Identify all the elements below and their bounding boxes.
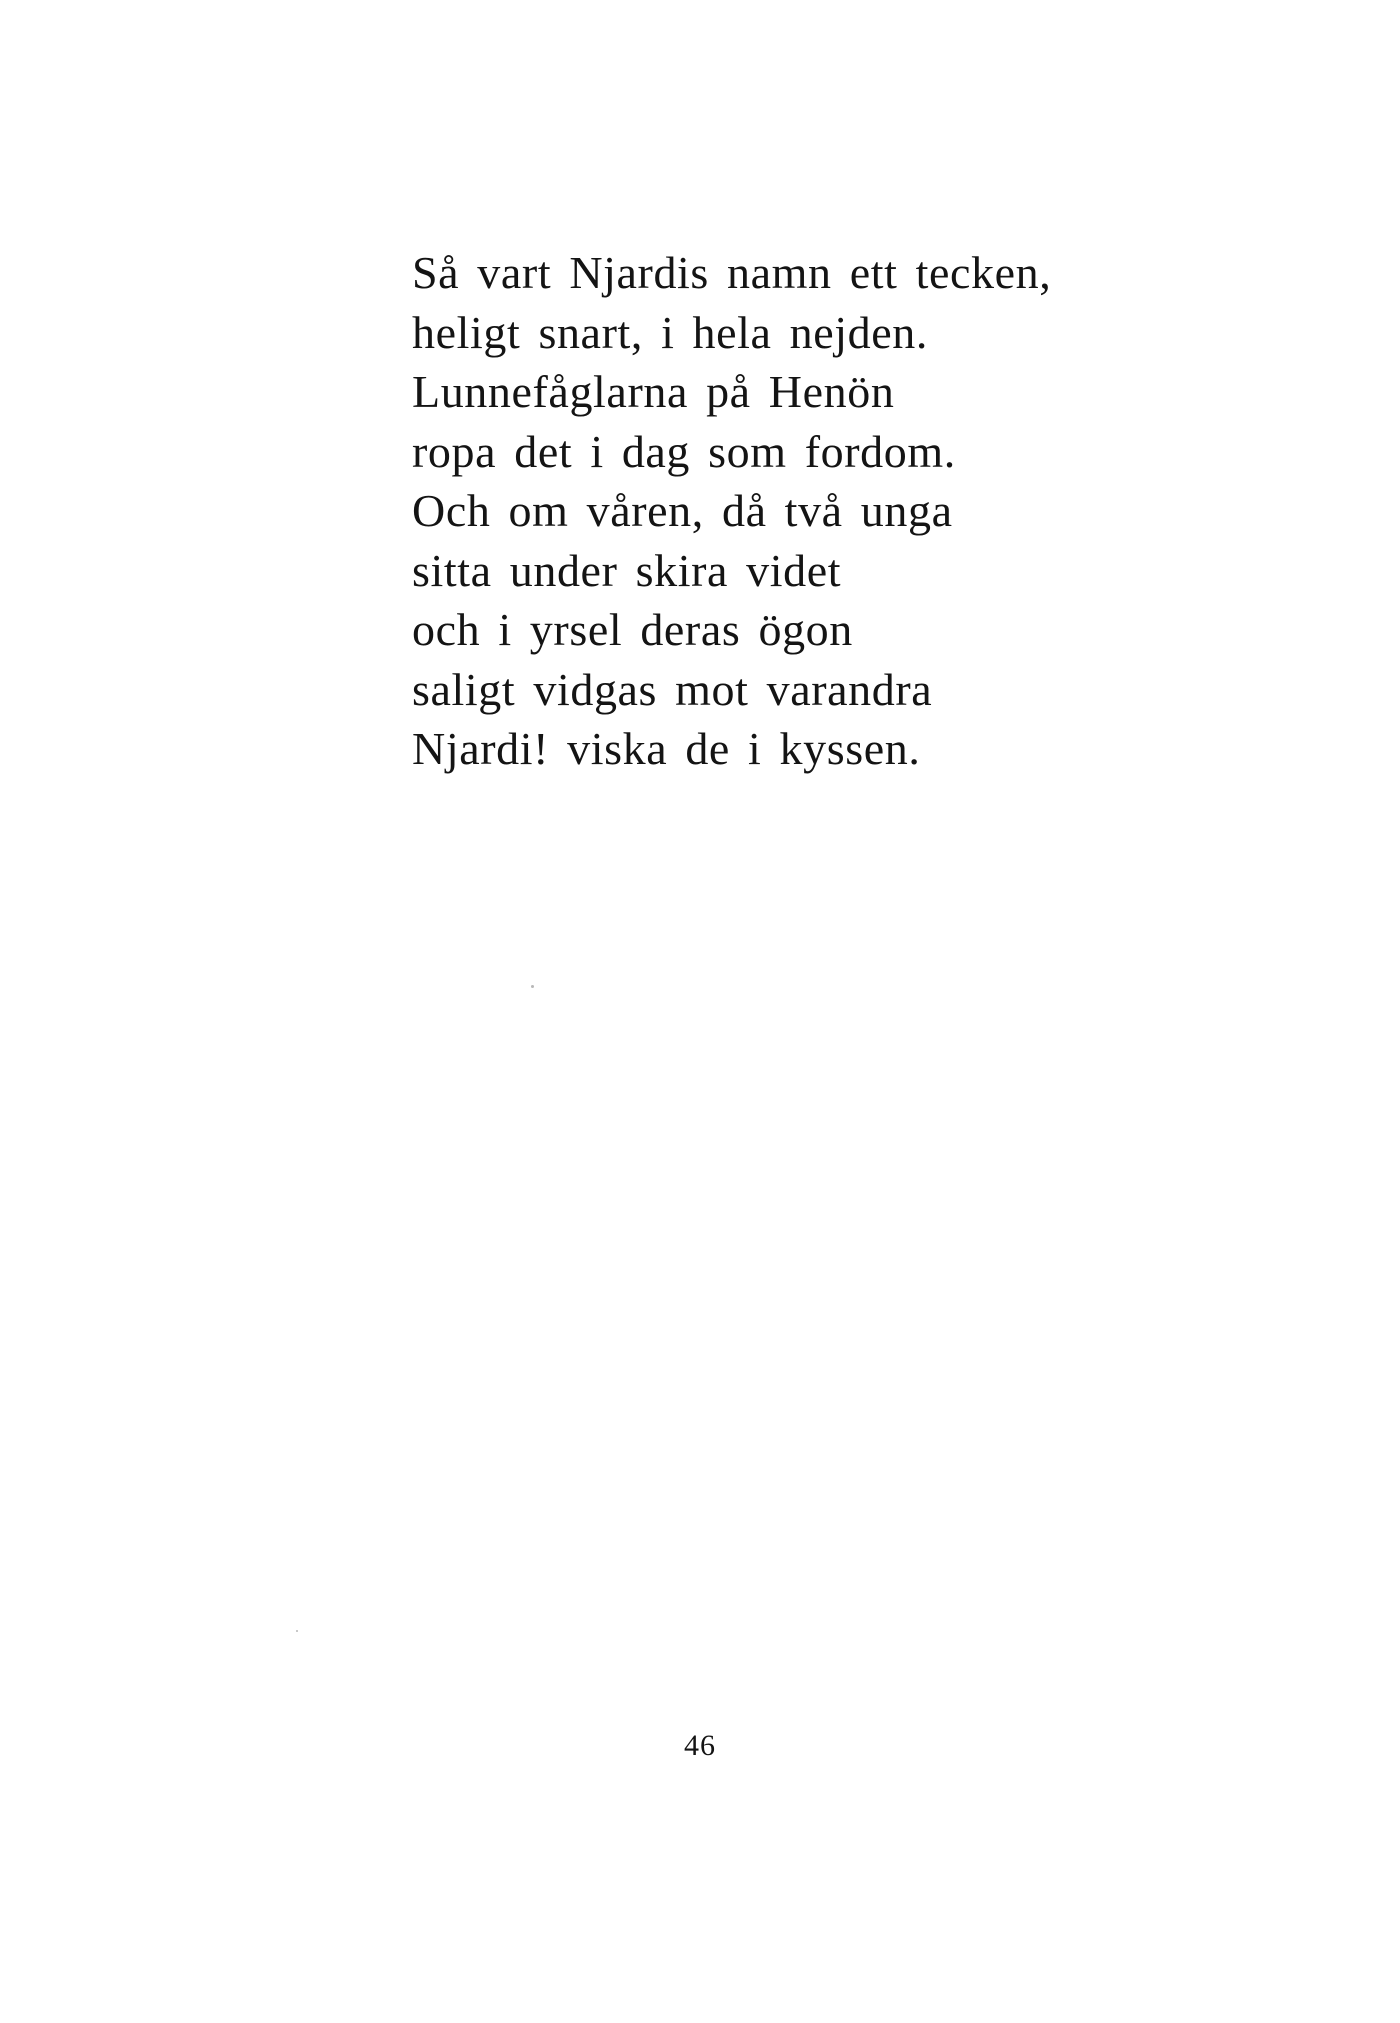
poem-line-3: Lunnefåglarna på Henön [412,366,895,417]
poem-line-6: sitta under skira videt [412,544,842,596]
poem-line-1: Så vart Njardis namn ett tecken, [412,247,1052,298]
poem-line-2: heligt snart, i hela nejden. [412,306,928,358]
poem-line-7: och i yrsel deras ögon [412,604,853,655]
poem-stanza [412,243,1051,779]
poem-line-8: saligt vidgas mot varandra [412,663,933,715]
poem-line-5: Och om våren, då två unga [412,485,953,536]
scan-speck [531,985,534,988]
scan-speck [296,1630,298,1632]
page-number: 46 [684,1729,716,1762]
poem-line-9: Njardi! viska de i kyssen. [412,723,921,774]
poem-line-4: ropa det i dag som fordom. [412,425,956,477]
